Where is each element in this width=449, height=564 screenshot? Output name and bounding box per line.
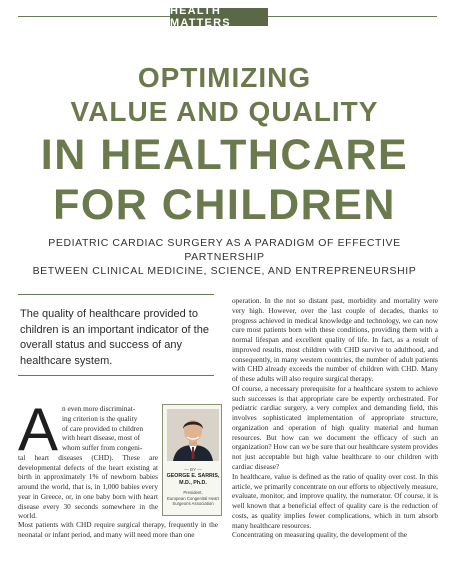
author-role-line-3: Surgeons Association <box>172 501 214 507</box>
body-line: ing criterion is the quality <box>62 413 138 423</box>
author-role-line-2: European Congenital Heart <box>166 495 220 501</box>
author-portrait-image <box>167 409 219 461</box>
pull-quote-rule-top <box>18 294 214 295</box>
author-name-line-1: GEORGE E. SARRIS, <box>166 473 220 479</box>
subtitle-line-2: BETWEEN CLINICAL MEDICINE, SCIENCE, AND ENTREPRENEURSHIP <box>32 265 417 278</box>
subtitle-line-1: PEDIATRIC CARDIAC SURGERY AS A PARADIGM OF EFFECTIVE PARTNERSHIP <box>48 237 401 264</box>
body-paragraph: tal heart diseases (CHD). These are developmental defects of the heart existing at birth in approximately 1% of newborn babies around the world, that is, in 1,000 babies every year in Greece, or, in one baby born with heart disease every 30 seconds somewhere in the world. <box>18 452 158 521</box>
body-paragraph: Of course, a necessary prerequisite for a healthcare system to achieve such successes is that appropriate care be expertly orchestrated. For pediatric cardiac surgery, a very complex and demanding field, this involves sophisticated implementation of appropriate structure, organization and operation of high quality material and human resources. But how can we document the efficacy of such an organization? How can we be sure that our healthcare system provides not just acceptable but high value healthcare to our children with cardiac disease? <box>232 383 438 472</box>
body-column-left-continued <box>18 520 218 540</box>
body-paragraph: Most patients with CHD require surgical therapy, frequently in the neonatal or infant period, and many will need more than one <box>18 520 218 539</box>
body-line: n even more discriminat- <box>62 404 136 413</box>
body-line: of care provided to children <box>62 423 144 433</box>
author-role-line-1: President, <box>183 490 203 495</box>
author-bio-box <box>162 404 222 516</box>
author-role <box>163 490 223 507</box>
pull-quote: The quality of healthcare provided to children is an important indicator of the overall status and success of any healthcare system. <box>20 308 209 367</box>
body-line: whom suffer from congeni- <box>62 443 143 453</box>
body-column-right <box>232 296 438 540</box>
body-paragraph: In healthcare, value is defined as the ratio of quality over cost. In this article, we primarily concentrate on our efforts to objectively measure, evaluate, monitor, and improve quality, the numerator. Of course, it is well known that a beneficial effect of quality care is the reduction of costs, as quality implies fewer complications, which in turn absorb many healthcare resources. <box>232 471 438 530</box>
body-line: with heart disease, most of <box>62 433 141 443</box>
author-by-label: — BY — <box>184 467 202 472</box>
title-line-4: FOR CHILDREN <box>53 181 396 229</box>
author-name-line-2: M.D., Ph.D. <box>179 479 207 486</box>
subtitle <box>10 236 439 279</box>
title-line-3: IN HEALTHCARE <box>40 131 409 179</box>
body-column-left <box>18 404 158 521</box>
body-paragraph: operation. In the not so distant past, morbidity and mortality were very high. However, over the last couple of decades, thanks to progress achieved in medical knowledge and technology, we can now cure most patients born with these conditions, providing them with a normal lifespan and excellent quality of life. In fact, as a result of improved results, most children with CHD survive to adulthood, and consequently, in many western countries, the number of adult patients with CHD already exceeds the number of children with CHD. Many of these adults will also require surgical therapy. <box>232 296 438 384</box>
title-line-1: OPTIMIZING <box>137 62 312 93</box>
author-name <box>163 473 223 486</box>
author-portrait <box>167 409 219 461</box>
pull-quote-rule-bottom <box>18 375 214 376</box>
body-paragraph: Concentrating on measuring quality, the development of the <box>232 530 408 540</box>
drop-cap: A <box>18 396 59 463</box>
title-line-2: VALUE AND QUALITY <box>70 96 379 127</box>
section-label: HEALTH MATTERS <box>170 8 268 26</box>
